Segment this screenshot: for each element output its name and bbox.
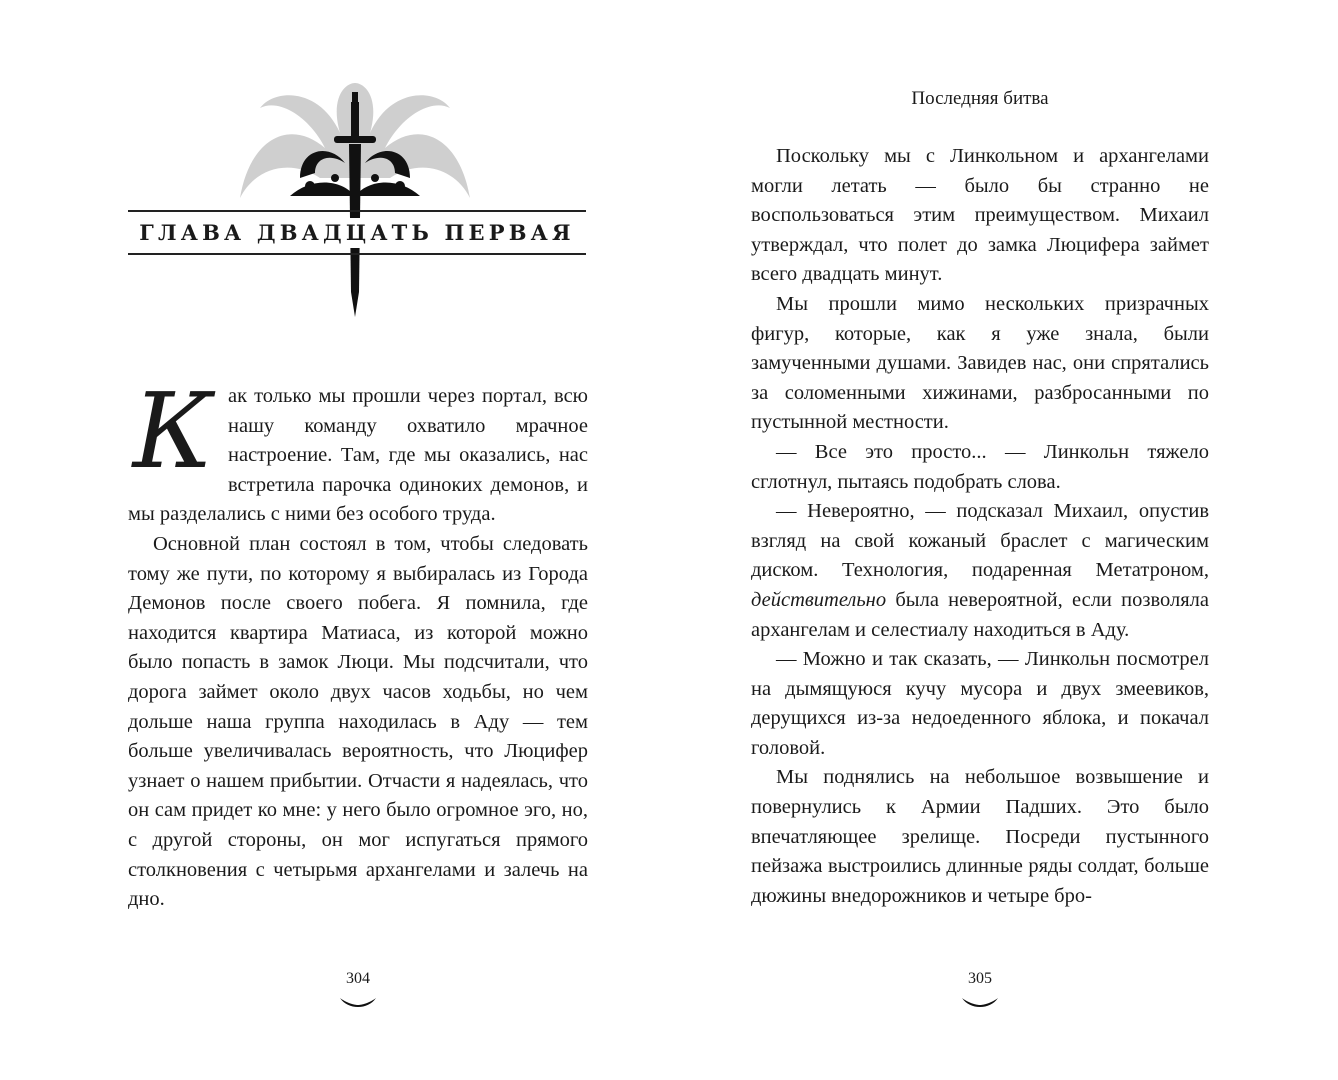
paragraph: — Невероятно, — подсказал Михаил, опустив взгляд на свой кожаный браслет с магическим диском. Технология, подаренная Метатроном, действительно была невероятной, если позволяла архангелам и селестиалу находиться в Аду. (751, 500, 1209, 641)
drop-cap: К (132, 370, 214, 492)
page-number: 305 (968, 970, 992, 987)
right-page (669, 0, 1338, 1080)
paragraph: Как только мы прошли через портал, всю нашу команду охватило мрачное настроение. Там, где мы оказались, нас встретила парочка одиноких демонов, и мы разделались с ними без особого труда. (128, 370, 588, 526)
chapter-rule-bottom (128, 253, 586, 255)
left-body-text (128, 370, 588, 915)
wing-icon (338, 996, 378, 1012)
paragraph: — Все это просто... — Линкольн тяжело сглотнул, пытаясь подобрать слова. (751, 440, 1209, 493)
running-head: Последняя битва (911, 88, 1049, 109)
chapter-title: ГЛАВА ДВАДЦАТЬ ПЕРВАЯ (128, 218, 586, 248)
paragraph: Поскольку мы с Линкольном и архангелами могли летать — было бы странно не воспользоваться этим преимуществом. Михаил утверждал, что полет до замка Люцифера займет всего двадцать минут. (751, 145, 1209, 286)
paragraph: — Можно и так сказать, — Линкольн посмотрел на дымящуюся кучу мусора и двух змеевиков, дерущихся из-за недоеденного яблока, и покачал головой. (751, 648, 1209, 759)
page-number: 304 (346, 970, 370, 987)
paragraph: Мы поднялись на небольшое возвышение и повернулись к Армии Падших. Это было впечатляющее зрелище. Посреди пустынного пейзажа выстроились длинные ряды солдат, больше дюжины внедорожников и четыре бро- (751, 766, 1209, 907)
wing-icon (960, 996, 1000, 1012)
italic-emphasis: действительно (751, 588, 887, 611)
sword-icon (330, 92, 380, 322)
paragraph: Основной план состоял в том, чтобы следовать тому же пути, по которому я выбиралась из Города Демонов после своего побега. Я помнила, где находится квартира Матиаса, из которой можно было попасть в замок Люци. Мы подсчитали, что дорога займет около двух часов ходьбы, но чем дольше наша группа находилась в Аду — тем больше увеличивалась вероятность, что Люцифер узнает о нашем прибытии. Отчасти я надеялась, что он сам придет ко мне: у него было огромное эго, но, с другой стороны, он мог испугаться прямого столкновения с четырьмя архангелами и залечь на дно. (128, 532, 588, 911)
paragraph: Мы прошли мимо нескольких призрачных фигур, которые, как я уже знала, были замученными душами. Завидев нас, они спрятались за соломенными хижинами, разбросанными по пустынной местности. (751, 292, 1209, 434)
right-body-text (751, 142, 1209, 911)
chapter-rule-top (128, 210, 586, 212)
